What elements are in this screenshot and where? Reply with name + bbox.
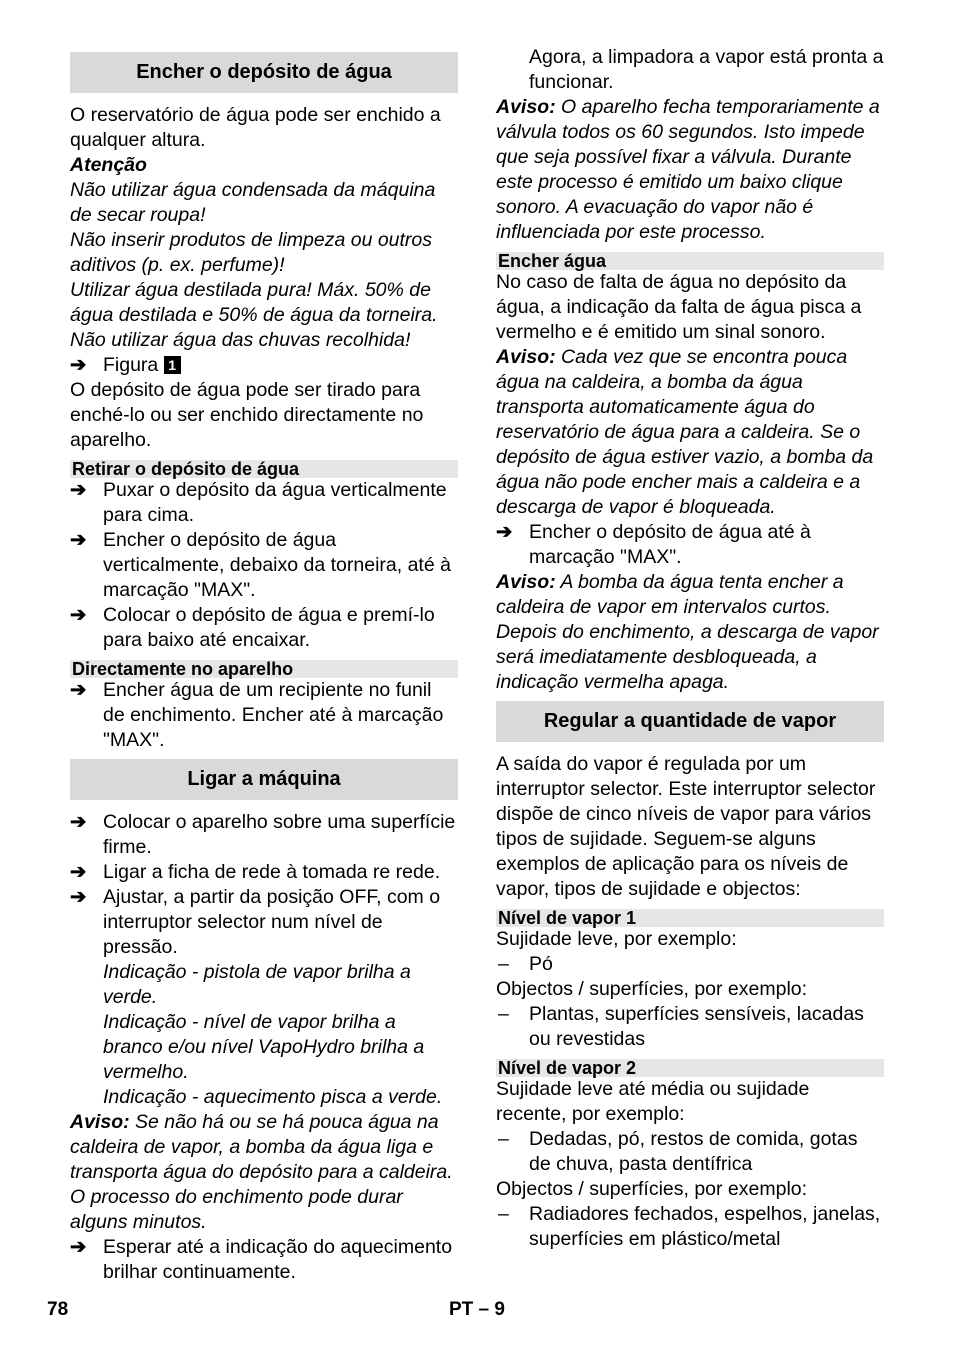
list-item bbox=[496, 1202, 884, 1252]
list-item-text: Dedadas, pó, restos de comida, gotas de chuva, pasta dentífrica bbox=[529, 1128, 858, 1175]
note bbox=[496, 95, 884, 245]
note-text: A bomba da água tenta encher a caldeira de vapor em intervalos curtos. Depois do enchimento, a descarga de vapor será imediatamente desbloqueada, a indicação vermelha apaga. bbox=[496, 571, 879, 693]
section-title-steam-quantity: Regular a quantidade de vapor bbox=[496, 701, 884, 742]
arrow-right-icon: ➔ bbox=[496, 521, 513, 543]
section-title-fill-tank: Encher o depósito de água bbox=[70, 52, 458, 93]
list-item bbox=[496, 952, 884, 977]
list-item-text: Pó bbox=[529, 953, 553, 975]
note-label: Aviso: bbox=[496, 346, 556, 368]
warning-text: Não inserir produtos de limpeza ou outros aditivos (p. ex. perfume)! bbox=[70, 229, 433, 276]
dash-icon: – bbox=[498, 1203, 509, 1225]
arrow-right-icon: ➔ bbox=[70, 604, 87, 626]
list-item-text: Ligar a ficha de rede à tomada re rede. bbox=[103, 861, 441, 883]
list-item bbox=[496, 1127, 884, 1177]
paragraph: Sujidade leve, por exemplo: bbox=[496, 928, 737, 950]
arrow-right-icon: ➔ bbox=[70, 811, 87, 833]
list-item-text: Puxar o depósito da água verticalmente para cima. bbox=[103, 479, 447, 526]
note-text: O aparelho fecha temporariamente a válvula todos os 60 segundos. Isto impede que seja possível fixar a válvula. Durante este processo é emitido um baixo clique sonoro. A evacuação do vapor não é influenciada por este processo. bbox=[496, 96, 880, 243]
note-text: Cada vez que se encontra pouca água na caldeira, a bomba da água transporta automaticamente água do reservatório de água para a caldeira. Se o depósito de água estiver vazio, a bomba da água não pode encher mais a caldeira e a descarga de vapor é bloqueada. bbox=[496, 346, 874, 518]
paragraph: Agora, a limpadora a vapor está pronta a funcionar. bbox=[529, 46, 884, 93]
figure-number-badge: 1 bbox=[164, 356, 181, 374]
figure-reference bbox=[70, 353, 458, 378]
list-item-text: Radiadores fechados, espelhos, janelas, superfícies em plástico/metal bbox=[529, 1203, 881, 1250]
list-item bbox=[70, 678, 458, 753]
subsection-title-remove-tank: Retirar o depósito de água bbox=[70, 460, 458, 478]
list-item bbox=[70, 603, 458, 653]
warning-text: Utilizar água destilada pura! Máx. 50% de água destilada e 50% de água da torneira. Não utilizar água das chuvas recolhida! bbox=[70, 279, 438, 351]
attention-label: Atenção bbox=[70, 154, 147, 176]
list-item-text: Plantas, superfícies sensíveis, lacadas ou revestidas bbox=[529, 1003, 864, 1050]
warning-text: Não utilizar água condensada da máquina de secar roupa! bbox=[70, 179, 436, 226]
list-item-text: Encher o depósito de água até à marcação "MAX". bbox=[529, 521, 811, 568]
subsection-title-direct: Directamente no aparelho bbox=[70, 660, 458, 678]
list-item bbox=[70, 860, 458, 885]
list-item-text: Colocar o aparelho sobre uma superfície firme. bbox=[103, 811, 456, 858]
note bbox=[496, 570, 884, 695]
left-column bbox=[70, 45, 458, 1285]
section-title-switch-on: Ligar a máquina bbox=[70, 759, 458, 800]
arrow-right-icon: ➔ bbox=[70, 679, 87, 701]
arrow-right-icon: ➔ bbox=[70, 1236, 87, 1258]
note-text: Se não há ou se há pouca água na caldeira de vapor, a bomba da água liga e transporta água do depósito para a caldeira. O processo do enchimento pode durar alguns minutos. bbox=[70, 1111, 453, 1233]
arrow-right-icon: ➔ bbox=[70, 861, 87, 883]
indicator-text: Indicação - pistola de vapor brilha a verde. bbox=[103, 961, 411, 1008]
paragraph: O reservatório de água pode ser enchido a qualquer altura. bbox=[70, 104, 441, 151]
note bbox=[496, 345, 884, 520]
list-item-text: Encher água de um recipiente no funil de enchimento. Encher até à marcação "MAX". bbox=[103, 679, 444, 751]
paragraph: Objectos / superfícies, por exemplo: bbox=[496, 978, 808, 1000]
subsection-title-fill-water: Encher água bbox=[496, 252, 884, 270]
list-item-text: Esperar até a indicação do aquecimento brilhar continuamente. bbox=[103, 1236, 453, 1283]
list-item-text: Encher o depósito de água verticalmente, debaixo da torneira, até à marcação "MAX". bbox=[103, 529, 451, 601]
list-item-text: Colocar o depósito de água e premí-lo para baixo até encaixar. bbox=[103, 604, 435, 651]
note-label: Aviso: bbox=[70, 1111, 130, 1133]
list-item bbox=[70, 1235, 458, 1285]
note-label: Aviso: bbox=[496, 96, 556, 118]
figure-label: Figura bbox=[103, 354, 159, 376]
subsection-title-level-2: Nível de vapor 2 bbox=[496, 1059, 884, 1077]
paragraph: Sujidade leve até média ou sujidade recente, por exemplo: bbox=[496, 1078, 810, 1125]
section-marker: PT – 9 bbox=[449, 1299, 505, 1320]
dash-icon: – bbox=[498, 953, 509, 975]
list-item bbox=[70, 528, 458, 603]
paragraph: A saída do vapor é regulada por um interruptor selector. Este interruptor selector dispõe de cinco níveis de vapor para vários tipos de sujidade. Seguem-se alguns exemplos de aplicação para os níveis de vapor, tipos de sujidade e objectos: bbox=[496, 753, 876, 900]
page-number: 78 bbox=[47, 1299, 69, 1320]
indicator-text: Indicação - nível de vapor brilha a branco e/ou nível VapoHydro brilha a vermelho. bbox=[103, 1011, 425, 1083]
paragraph: O depósito de água pode ser tirado para enché-lo ou ser enchido directamente no aparelho. bbox=[70, 379, 424, 451]
subsection-title-level-1: Nível de vapor 1 bbox=[496, 909, 884, 927]
note-label: Aviso: bbox=[496, 571, 556, 593]
arrow-right-icon: ➔ bbox=[70, 479, 87, 501]
list-item bbox=[70, 810, 458, 860]
dash-icon: – bbox=[498, 1003, 509, 1025]
list-item bbox=[70, 885, 458, 960]
list-item bbox=[496, 1002, 884, 1052]
arrow-right-icon: ➔ bbox=[70, 886, 87, 908]
arrow-right-icon: ➔ bbox=[70, 354, 87, 376]
note bbox=[70, 1110, 458, 1235]
dash-icon: – bbox=[498, 1128, 509, 1150]
list-item-text: Ajustar, a partir da posição OFF, com o interruptor selector num nível de pressão. bbox=[103, 886, 441, 958]
paragraph: Objectos / superfícies, por exemplo: bbox=[496, 1178, 808, 1200]
indicator-text: Indicação - aquecimento pisca a verde. bbox=[103, 1086, 443, 1108]
right-column bbox=[496, 45, 884, 1252]
arrow-right-icon: ➔ bbox=[70, 529, 87, 551]
list-item bbox=[70, 478, 458, 528]
list-item bbox=[496, 520, 884, 570]
paragraph: No caso de falta de água no depósito da água, a indicação da falta de água pisca a vermelho e é emitido um sinal sonoro. bbox=[496, 271, 862, 343]
